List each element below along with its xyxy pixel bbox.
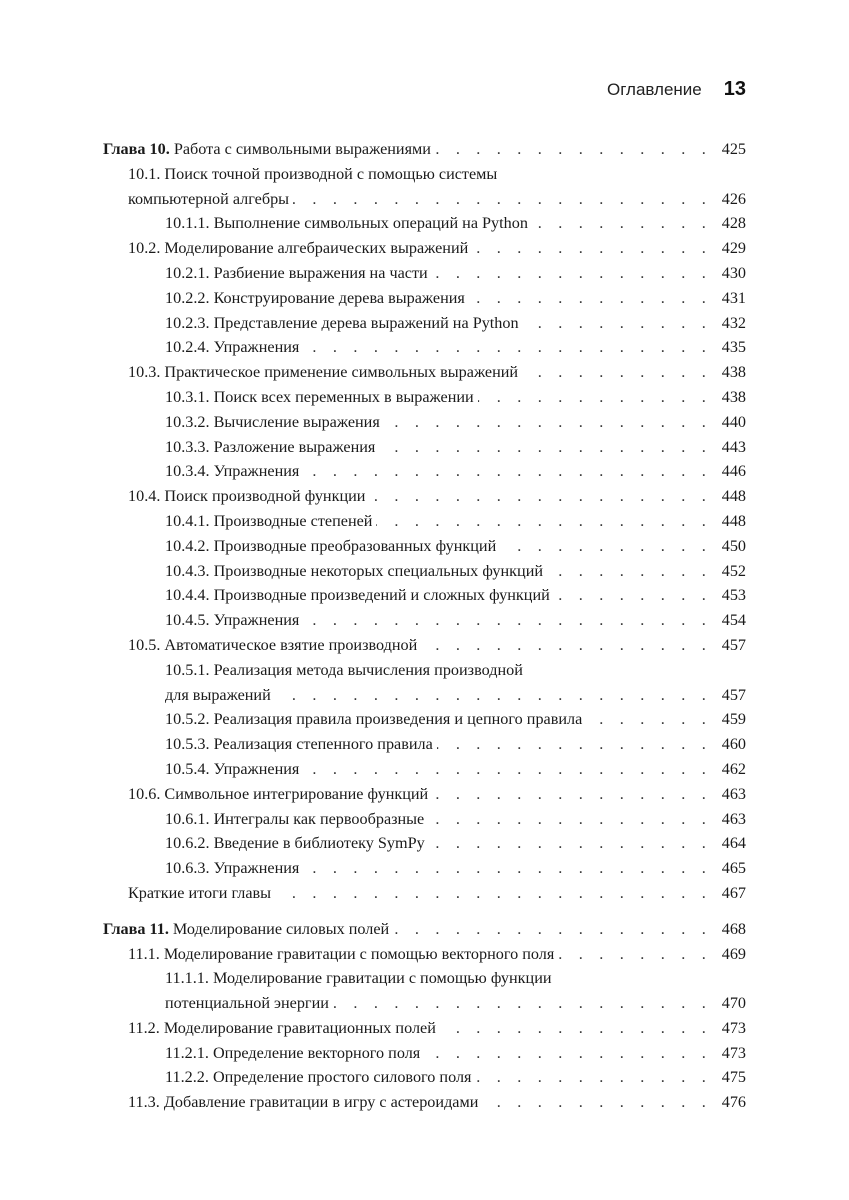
- toc-leader-dots: [275, 683, 712, 708]
- toc-leader-dots: [523, 311, 712, 336]
- toc-entry-title: 10.5. Автоматическое взятие производной: [128, 635, 418, 654]
- toc-entry-page: 470: [721, 994, 746, 1013]
- toc-entry-title: Краткие итоги главы: [128, 883, 272, 902]
- toc-entry-subsection: [165, 534, 746, 559]
- toc-leader-dots: [586, 707, 712, 732]
- toc-leader-dots: [333, 991, 712, 1016]
- toc-leader-dots: [429, 831, 712, 856]
- toc-entry-page: 430: [721, 263, 746, 282]
- toc-entry-page: 452: [721, 561, 746, 580]
- toc-entry-title: 10.3.3. Разложение выражения: [165, 437, 376, 456]
- toc-leader-dots: [547, 559, 712, 584]
- toc-chapter-prefix: Глава 11.: [103, 919, 169, 938]
- toc-entry-title: 10.6.2. Введение в библиотеку SymPy: [165, 834, 425, 853]
- toc-entry-page: 465: [721, 859, 746, 878]
- running-header-title: Оглавление: [606, 80, 702, 99]
- toc-entry-title: 10.6. Символьное интегрирование функций: [128, 784, 429, 803]
- toc-leader-dots: [500, 534, 712, 559]
- toc-leader-dots: [554, 583, 712, 608]
- toc-entry-subsection: [165, 807, 746, 832]
- toc-entry-page: 450: [721, 536, 746, 555]
- toc-entry-title: 11.2.2. Определение простого силового поля: [165, 1068, 472, 1087]
- toc-entry-subsection: [165, 966, 746, 1016]
- toc-leader-dots: [376, 509, 712, 534]
- toc-entry-section: [128, 484, 746, 509]
- toc-leader-dots: [472, 236, 712, 261]
- toc-entry-title: Моделирование силовых полей: [172, 919, 390, 938]
- toc-entry-page: 440: [721, 412, 746, 431]
- toc-entry-subsection: [165, 583, 746, 608]
- toc-entry-title: 11.2.1. Определение векторного поля: [165, 1043, 421, 1062]
- toc-entry-section: [128, 782, 746, 807]
- toc-entry-page: 457: [721, 685, 746, 704]
- toc-entry-page: 464: [721, 834, 746, 853]
- toc-entry-title: 10.4.3. Производные некоторых специальных функций: [165, 561, 544, 580]
- toc-entry-subsection: [165, 732, 746, 757]
- toc-entry-subsection: [165, 658, 746, 708]
- toc-entry-page: 468: [721, 919, 746, 938]
- toc-entry-page: 463: [721, 809, 746, 828]
- toc-entry-page: 438: [721, 363, 746, 382]
- toc-entry-page: 476: [721, 1093, 746, 1112]
- toc-leader-dots: [558, 942, 712, 967]
- toc-entry-page: 448: [721, 487, 746, 506]
- toc-chapter-prefix: Глава 10.: [103, 140, 170, 158]
- toc-entry-title: 10.2.2. Конструирование дерева выражения: [165, 288, 465, 307]
- toc-leader-dots: [275, 881, 712, 906]
- toc-entry-page: 435: [721, 338, 746, 357]
- toc-entry-title: 10.4. Поиск производной функции: [128, 487, 366, 506]
- toc-entry-subsection: [165, 435, 746, 460]
- toc-entry-title: потенциальной энергии: [165, 994, 329, 1013]
- toc-entry-section: [128, 1090, 746, 1115]
- toc-entry-page: 457: [721, 635, 746, 654]
- toc-entry-section: [128, 1016, 746, 1041]
- toc-leader-dots: [379, 435, 712, 460]
- toc-entry-title: Работа с символьными выражениями: [173, 140, 431, 158]
- toc-leader-dots: [532, 211, 712, 236]
- toc-entry-title: 10.1.1. Выполнение символьных операций на Python: [165, 214, 528, 233]
- toc-entry-title: 11.1. Моделирование гравитации с помощью векторного поля: [128, 944, 555, 963]
- toc-entry-title: 10.2.1. Разбиение выражения на части: [165, 263, 428, 282]
- toc-entry-page: 467: [721, 883, 746, 902]
- toc-entry-subsection: [165, 459, 746, 484]
- page-number: 13: [723, 78, 746, 100]
- toc-entry-chapter: [103, 917, 746, 942]
- toc-leader-dots: [432, 261, 712, 286]
- toc-leader-dots: [475, 1065, 712, 1090]
- toc-entry-page: 459: [721, 710, 746, 729]
- toc-entry-title-line1: 10.5.1. Реализация метода вычисления производной: [165, 660, 523, 679]
- toc-entry-page: 431: [721, 288, 746, 307]
- toc-entry-title: 10.3.4. Упражнения: [165, 462, 300, 481]
- toc-entry-subsection: [165, 757, 746, 782]
- toc-entry-section: [128, 942, 746, 967]
- toc-entry-page: 463: [721, 784, 746, 803]
- toc-leader-dots: [437, 732, 712, 757]
- toc-leader-dots: [384, 410, 712, 435]
- toc-entry-subsection: [165, 410, 746, 435]
- toc-entry-title: 10.2.4. Упражнения: [165, 338, 300, 357]
- toc-entry-section: [128, 162, 746, 212]
- toc-entry-page: 448: [721, 511, 746, 530]
- toc-entry-chapter: [103, 137, 746, 162]
- toc-entry-page: 454: [721, 611, 746, 630]
- toc-entry-subsection: [165, 1041, 746, 1066]
- toc-entry-title: 10.4.2. Производные преобразованных функций: [165, 536, 497, 555]
- toc-entry-subsection: [165, 1065, 746, 1090]
- toc-entry-title: компьютерной алгебры: [128, 189, 290, 208]
- toc-entry-title: 10.3.2. Вычисление выражения: [165, 412, 380, 431]
- toc-leader-dots: [440, 1016, 712, 1041]
- toc-leader-dots: [303, 459, 712, 484]
- toc-leader-dots: [432, 782, 712, 807]
- toc-entry-title-line1: 10.1. Поиск точной производной с помощью системы: [128, 164, 498, 183]
- toc-entry-page: 473: [721, 1043, 746, 1062]
- toc-entry-subsection: [165, 211, 746, 236]
- toc-entry-page: 428: [721, 214, 746, 233]
- toc-leader-dots: [482, 1090, 712, 1115]
- toc-entry-title: 10.3. Практическое применение символьных выражений: [128, 363, 519, 382]
- toc-entry-title: 10.4.4. Производные произведений и сложных функций: [165, 586, 550, 605]
- toc-entry-title: 10.4.1. Производные степеней: [165, 511, 373, 530]
- toc-entry-title: 10.6.1. Интегралы как первообразные: [165, 809, 425, 828]
- toc-entry-page: 462: [721, 759, 746, 778]
- table-of-contents: [103, 137, 746, 1115]
- toc-leader-dots: [303, 757, 712, 782]
- toc-entry-title: 10.5.2. Реализация правила произведения и цепного правила: [165, 710, 583, 729]
- toc-leader-dots: [428, 807, 712, 832]
- toc-entry-page: 453: [721, 586, 746, 605]
- toc-entry-page: 469: [721, 944, 746, 963]
- toc-entry-title: 10.4.5. Упражнения: [165, 611, 300, 630]
- toc-entry-subsection: [165, 286, 746, 311]
- toc-leader-dots: [522, 360, 712, 385]
- toc-entry-page: 446: [721, 462, 746, 481]
- toc-entry-title: 10.5.3. Реализация степенного правила: [165, 735, 433, 754]
- toc-leader-dots: [469, 286, 712, 311]
- toc-leader-dots: [293, 187, 712, 212]
- toc-entry-subsection: [165, 831, 746, 856]
- toc-entry-title: 10.3.1. Поиск всех переменных в выражении: [165, 387, 474, 406]
- toc-entry-page: 473: [721, 1018, 746, 1037]
- toc-entry-subsection: [165, 261, 746, 286]
- toc-entry-title: 11.2. Моделирование гравитационных полей: [128, 1018, 436, 1037]
- toc-entry-section: [128, 881, 746, 906]
- toc-entry-title: 10.2. Моделирование алгебраических выражений: [128, 239, 469, 258]
- toc-entry-subsection: [165, 311, 746, 336]
- toc-entry-page: 460: [721, 735, 746, 754]
- toc-entry-page: 432: [721, 313, 746, 332]
- toc-entry-title-line1: 11.1.1. Моделирование гравитации с помощью функции: [165, 969, 552, 988]
- toc-entry-page: 429: [721, 239, 746, 258]
- toc-entry-title: 10.2.3. Представление дерева выражений на Python: [165, 313, 519, 332]
- toc-leader-dots: [303, 335, 712, 360]
- toc-entry-section: [128, 360, 746, 385]
- toc-entry-subsection: [165, 335, 746, 360]
- toc-entry-title: для выражений: [165, 685, 271, 704]
- toc-entry-subsection: [165, 707, 746, 732]
- toc-entry-page: 438: [721, 387, 746, 406]
- running-header: [607, 78, 746, 101]
- toc-leader-dots: [478, 385, 712, 410]
- toc-entry-subsection: [165, 509, 746, 534]
- toc-leader-dots: [424, 1041, 712, 1066]
- toc-leader-dots: [435, 137, 712, 162]
- toc-leader-dots: [369, 484, 712, 509]
- toc-entry-page: 426: [721, 189, 746, 208]
- toc-entry-subsection: [165, 385, 746, 410]
- toc-leader-dots: [303, 608, 712, 633]
- toc-entry-title: 10.6.3. Упражнения: [165, 859, 300, 878]
- toc-entry-title: 10.5.4. Упражнения: [165, 759, 300, 778]
- toc-entry-subsection: [165, 559, 746, 584]
- toc-entry-subsection: [165, 608, 746, 633]
- toc-entry-page: 443: [721, 437, 746, 456]
- toc-entry-title: 11.3. Добавление гравитации в игру с астероидами: [128, 1093, 479, 1112]
- toc-leader-dots: [303, 856, 712, 881]
- toc-entry-section: [128, 633, 746, 658]
- toc-entry-page: 475: [721, 1068, 746, 1087]
- toc-leader-dots: [393, 917, 712, 942]
- toc-entry-subsection: [165, 856, 746, 881]
- toc-leader-dots: [421, 633, 712, 658]
- toc-entry-page: 425: [721, 140, 746, 158]
- toc-entry-section: [128, 236, 746, 261]
